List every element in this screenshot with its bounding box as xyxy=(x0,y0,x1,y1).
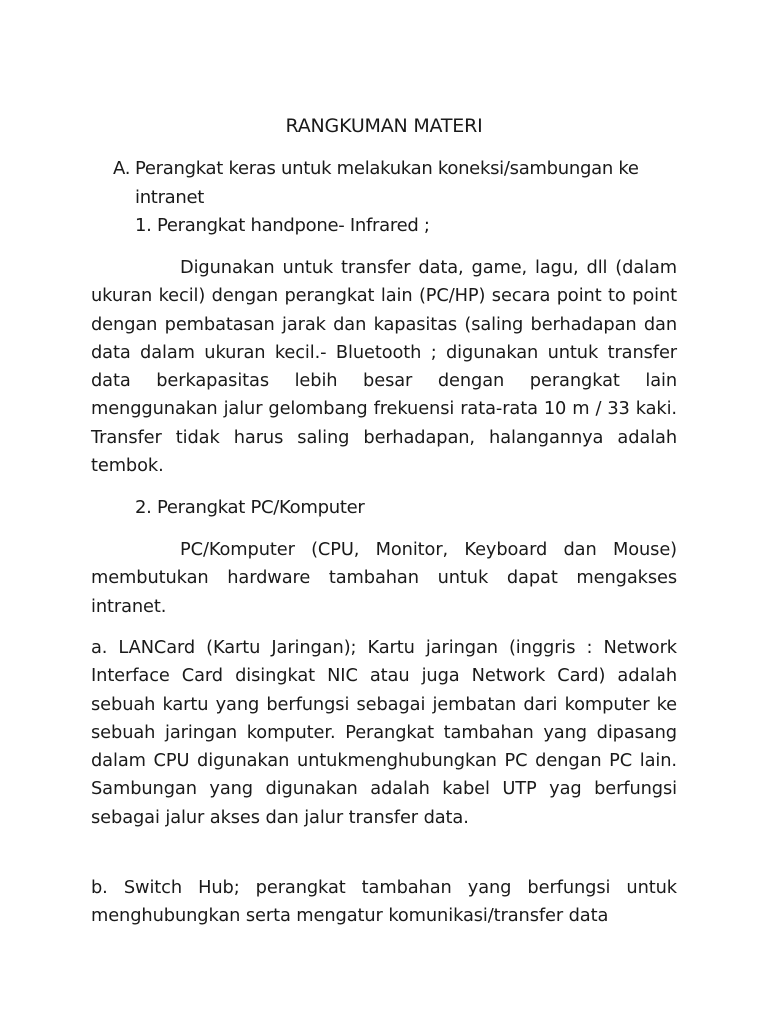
paragraph-2: PC/Komputer (CPU, Monitor, Keyboard dan Mouse) membutukan hardware tambahan untuk dapat mengakses intranet. xyxy=(91,539,677,617)
document-title: RANGKUMAN MATERI xyxy=(285,115,483,137)
paragraph-1: Digunakan untuk transfer data, game, lagu, dll (dalam ukuran kecil) dengan perangkat lain (PC/HP) secara point to point dengan pembatasan jarak dan kapasitas (saling berhadapan dan data dalam ukuran kecil.- Bluetooth ; digunakan untuk transfer data berkapasitas lebih besar dengan perangkat lain menggunakan jalur gelombang frekuensi rata-rata 10 m / 33 kaki. Transfer tidak harus saling berhadapan, halangannya adalah tembok. xyxy=(91,257,677,477)
paragraph-3: a. LANCard (Kartu Jaringan); Kartu jaringan (inggris : Network Interface Card disingkat NIC atau juga Network Card) adalah sebuah kartu yang berfungsi sebagai jembatan dari komputer ke sebuah jaringan komputer. Perangkat tambahan yang dipasang dalam CPU digunakan untukmenghubungkan PC dengan PC lain. Sambungan yang digunakan adalah kabel UTP yag berfungsi sebagai jalur akses dan jalur transfer data. xyxy=(91,637,677,828)
section-a-marker: A. xyxy=(113,158,131,179)
paragraph-4: b. Switch Hub; perangkat tambahan yang berfungsi untuk menghubungkan serta mengatur komunikasi/transfer data xyxy=(91,877,677,927)
section-a-text: Perangkat keras untuk melakukan koneksi/sambungan ke intranet xyxy=(135,158,639,208)
section-a-heading xyxy=(113,155,683,212)
subheading-1: 1. Perangkat handpone- Infrared ; xyxy=(135,215,430,236)
subheading-2: 2. Perangkat PC/Komputer xyxy=(135,497,365,518)
